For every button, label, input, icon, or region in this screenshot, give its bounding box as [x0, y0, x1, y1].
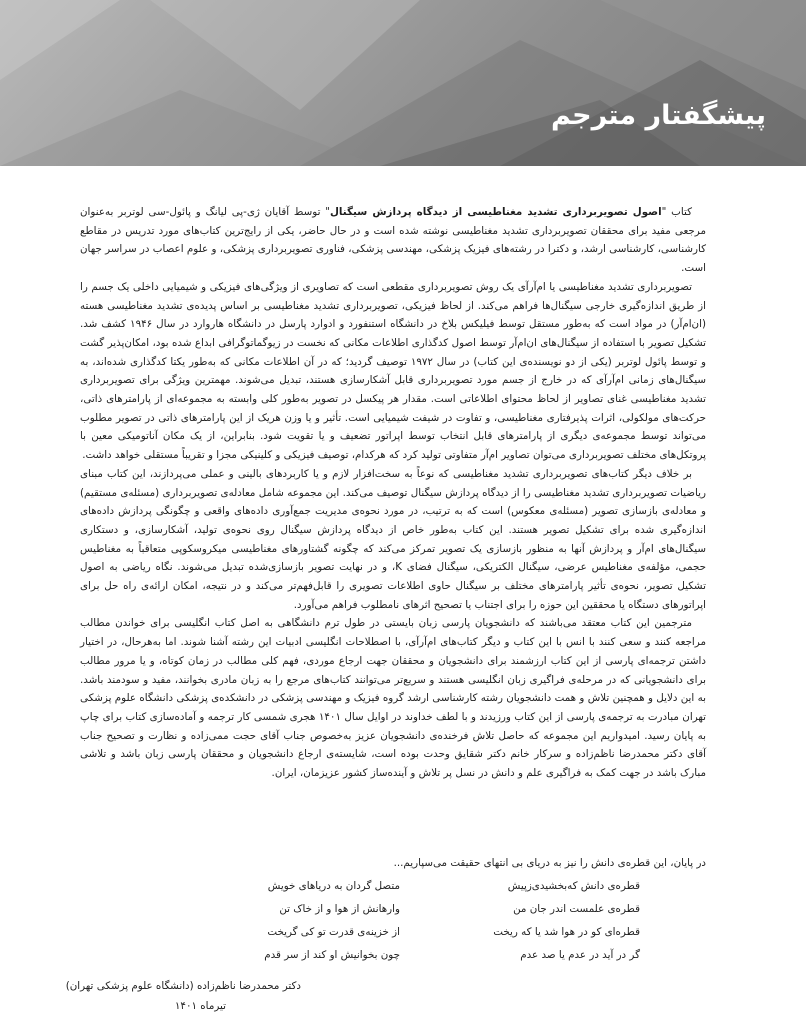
- hemistich-left: متصل گردان به دریاهای خویش: [267, 880, 400, 892]
- poem: [240, 880, 640, 972]
- poem-verse: [240, 949, 640, 972]
- hemistich-right: قطره‌ی علمست اندر جان من: [513, 903, 640, 915]
- paragraph: بر خلاف دیگر کتاب‌های تصویربرداری تشدید مغناطیسی که نوعاً به سخت‌افزار لازم و یا کاربردهای بالینی و عملی می‌پردازند، این کتاب مبنای ریاضیات تصویربرداری تشدید مغناطیسی را از دیدگاه پردازش سیگنال توصیف می‌کند. این مجموعه شامل معادله‌ی تصویربرداری (مسئله‌ی مستقیم) و معادله‌ی بازسازی تصویر (مسئله‌ی معکوس) است که به ترتیب، در مورد نحوه‌ی مدیریت جمع‌آوری داده‌های واقعی و چگونگی پردازش داده‌های اندازه‌گیری شده برای تشکیل تصویر هستند. این کتاب به‌طور خاص از دیدگاه پردازش سیگنال روی نحوه‌ی تولید، آشکارسازی، و دستکاری سیگنال‌های ام‌آر و پردازش آنها به منظور بازسازی یک تصویر تمرکز می‌کند که چگونه گشتاورهای مغناطیسی میکروسکوپی متعاقباً به مغناطیس حجمی، مؤلفه‌ی مغناطیس عرضی، سیگنال الکتریکی، سیگنال فضای K، و در نهایت تصویر بازسازی‌شده تبدیل می‌شوند. نگاه ریاضی به اصول تشکیل تصویر، نحوه‌ی تأثیر پارامترهای مختلف بر سیگنال حاوی اطلاعات تصویری را قابل‌فهم‌تر می‌کند و در نتیجه، امکان ارائه‌ی راه حل برای اپراتورهای دستگاه یا محققین این حوزه را برای اجتناب یا تصحیح اثرهای نامطلوب فراهم می‌آورد.: [80, 467, 706, 611]
- preface-body: [80, 203, 706, 783]
- book-title: اصول تصویربرداری تشدید مغناطیسی از دیدگاه پردازش سیگنال: [329, 206, 662, 218]
- hemistich-right: قطره‌ی دانش که‌بخشیدی‌زپیش: [507, 880, 640, 892]
- chapter-header: [0, 0, 806, 166]
- hemistich-left: وارهانش از هوا و از خاک تن: [279, 903, 400, 915]
- hemistich-right: قطره‌ای کو در هوا شد یا که ریخت: [493, 926, 640, 938]
- signature: دکتر محمدرضا ناظم‌زاده (دانشگاه علوم پزشکی تهران): [65, 980, 301, 992]
- paragraph: تصویربرداری تشدید مغناطیسی یا ام‌آرآی یک روش تصویربرداری مقطعی است که تصاویری از ویژگی‌های فیزیکی و شیمیایی داخلی یک جسم را از طریق اندازه‌گیری خارجی سیگنال‌ها فراهم می‌کند. از لحاظ فیزیکی، تصویربرداری تشدید مغناطیسی بر اساس پدیده‌ی تشدید مغناطیسی هسته (ان‌ام‌آر) در مواد است که به‌طور مستقل توسط فیلیکس بلاخ در دانشگاه استنفورد و ادوارد پارسل در دانشگاه هاروارد در سال ۱۹۴۶ کشف شد. تشکیل تصویر با استفاده از سیگنال‌های ان‌ام‌آر توسط اصول کدگذاری اطلاعات مکانی که نخست در زیوگماتوگرافی ابداع شده بود، امکان‌پذیر گشت و توسط پائول لوتربر (یکی از دو نویسنده‌ی این کتاب) در سال ۱۹۷۲ توصیف گردید؛ که در آن اطلاعات مکانی که به‌طور یکتا کدگذاری شده‌اند، به سیگنال‌های زمانی ام‌آرآی که در خارج از جسم مورد تصویربرداری قابل آشکارسازی هستند، تبدیل می‌شوند. مهمترین ویژگی برای تصویربرداری تشدید مغناطیسی غنای تصاویر از لحاظ محتوای اطلاعاتی است. مقدار هر پیکسل در تصویر به‌طور کلی وابسته به مجموعه‌ای از پارامترهای ذاتی، حرکت‌های مولکولی، اثرات پذیرفتاری مغناطیسی، و تفاوت در شیفت شیمیایی است. تأثیر و یا وزن هریک از این پارامترهای ذاتی در تصویر مطلوب می‌تواند توسط مجموعه‌ی دیگری از پارامترهای قابل انتخاب توسط اپراتور تضعیف و یا تقویت شود. بنابراین، از یک مکان آناتومیکی معین با پروتکل‌های مختلف تصویربرداری می‌توان تصاویر ام‌آر متفاوتی تولید کرد که هرکدام، توصیف فیزیکی و کلینیکی مجزا و تقریباً مستقلی خواهد داشت.: [80, 280, 706, 462]
- poem-verse: [240, 926, 640, 949]
- intro-lead: کتاب ": [661, 206, 692, 218]
- hemistich-right: گر در آید در عدم یا صد عدم: [520, 949, 640, 961]
- closing-line: در پایان، این قطره‌ی دانش را نیز به دریای بی انتهای حقیقت می‌سپاریم...: [393, 857, 706, 869]
- page-title: پیشگفتار مترجم: [550, 100, 766, 131]
- poem-verse: [240, 880, 640, 903]
- paragraph-intro: [80, 203, 706, 278]
- date: تیرماه ۱۴۰۱: [174, 1000, 226, 1012]
- intro-rest: " توسط آقایان ژی-پی لیانگ و پائول-سی لوتربر به‌عنوان مرجعی مفید برای محققان تصویربرداری تشدید مغناطیسی نوشته شده است و در حال حاضر، یکی از رایج‌ترین کتاب‌های مورد تدریس در مقاطع کارشناسی، کارشناسی ارشد، و دکترا در رشته‌های فیزیک پزشکی، مهندسی پزشکی، فناوری تصویربرداری پزشکی، و علوم اعصاب در سراسر جهان است.: [80, 206, 706, 275]
- header-pattern: [0, 0, 806, 166]
- hemistich-left: چون بخوانیش او کند از سر قدم: [264, 949, 400, 961]
- poem-verse: [240, 903, 640, 926]
- paragraph: مترجمین این کتاب معتقد می‌باشند که دانشجویان پارسی زبان بایستی در طول ترم دانشگاهی به اصل کتاب انگلیسی برای خواندن مطالب مراجعه کنند و سعی کنند با انس با این کتاب و دیگر کتاب‌های ام‌آرآی، با اصطلاحات انگلیسی ادبیات این رشته آشنا شوند. اما به‌هرحال، در اختیار داشتن ترجمه‌ای پارسی از این کتاب ارزشمند برای دانشجویان و محققان جهت ارجاع موردی، فهم کلی مطالب در زمان کوتاه، و یا مرور مطالب برای دانشجویانی که در مرحله‌ی فراگیری زبان انگلیسی هستند و سریع‌تر می‌توانند کتاب‌های مرجع را به زبان مادری بخوانند، مفید و سودمند باشد. به این دلایل و همچنین تلاش و همت دانشجویان رشته کارشناسی ارشد گروه فیزیک و مهندسی پزشکی در دانشکده‌ی پزشکی دانشگاه علوم پزشکی تهران مبادرت به ترجمه‌ی پارسی از این کتاب ورزیدند و با لطف خداوند در اوایل سال ۱۴۰۱ هجری شمسی کار ترجمه و آماده‌سازی کتاب برای چاپ به پایان رسید. امیدواریم این مجموعه که حاصل تلاش فرخنده‌ی دانشجویان عزیز به‌خصوص جناب آقای حجت ممی‌زاده و نظارت و تصحیح جناب آقای دکتر محمدرضا ناظم‌زاده و سرکار خانم دکتر شقایق وحدت بوده است، شایسته‌ی ارجاع دانشجویان و محققان پارسی زبان باشد و تلاشی مبارک باشد در جهت کمک به فراگیری علم و دانش در نسل پر تلاش و آینده‌ساز کشور عزیزمان، ایران.: [80, 617, 706, 780]
- hemistich-left: از خزینه‌ی قدرت تو کی گریخت: [267, 926, 400, 938]
